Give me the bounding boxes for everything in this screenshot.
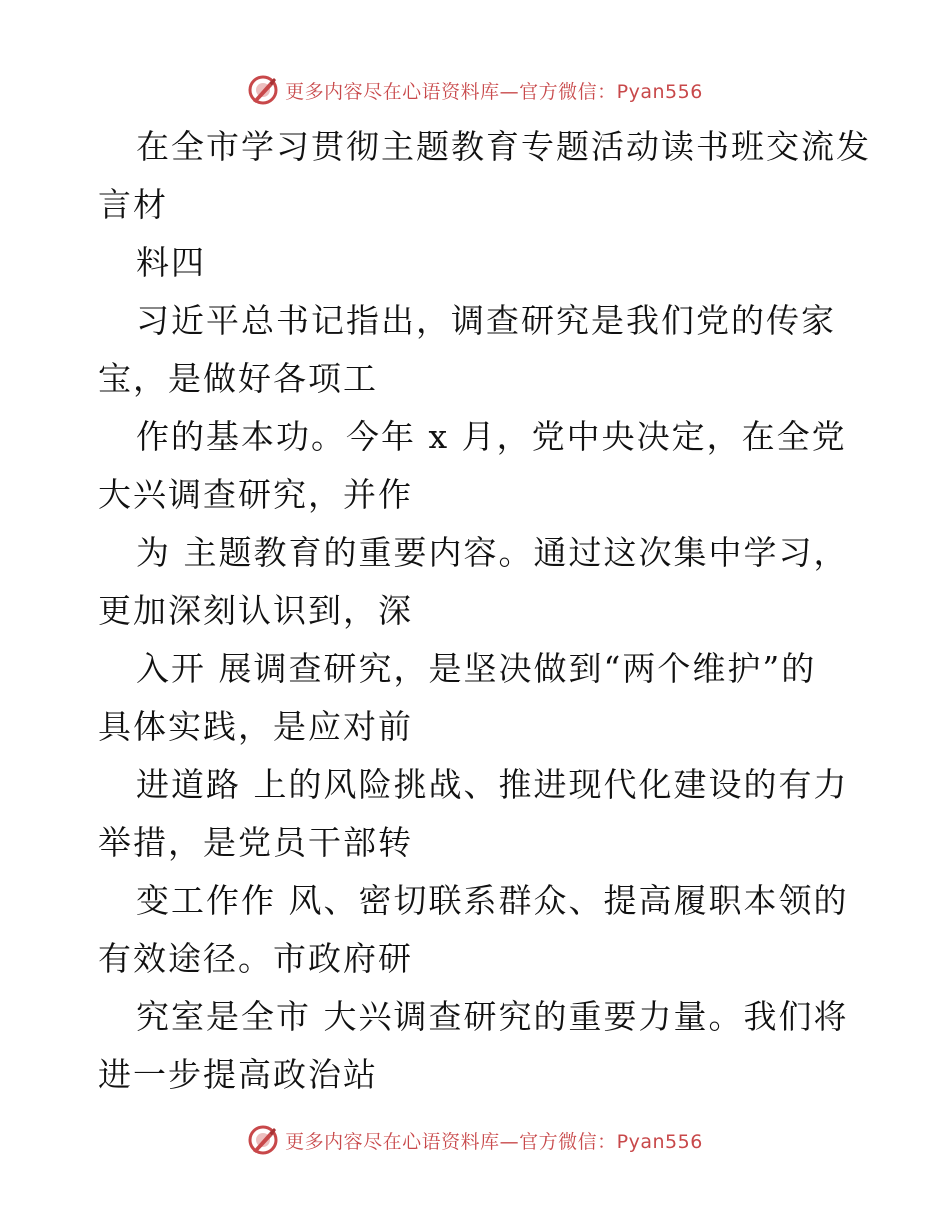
text-line: 具体实践，是应对前: [98, 707, 413, 746]
text-line: 变工作作 风、密切联系群众、提高履职本领的: [136, 881, 849, 920]
text-line: 言材: [98, 185, 168, 224]
text-line: 究室是全市 大兴调查研究的重要力量。我们将: [136, 997, 849, 1036]
watermark: [247, 1124, 703, 1156]
text-line: 入开 展调查研究，是坚决做到“两个维护”的: [136, 649, 817, 688]
page-header-watermark: [0, 70, 950, 110]
text-line: 进一步提高政治站: [98, 1055, 378, 1094]
watermark-text: 更多内容尽在心语资料库—官方微信：Pyan556: [285, 80, 703, 103]
text-line: 大兴调查研究，并作: [98, 475, 413, 514]
pen-seal-icon: [247, 1124, 279, 1156]
text-line: 作的基本功。今年 x 月，党中央决定，在全党: [136, 417, 847, 456]
text-line: 为 主题教育的重要内容。通过这次集中学习，: [136, 533, 849, 572]
text-line: 在全市学习贯彻主题教育专题活动读书班交流发: [136, 127, 871, 166]
watermark: [247, 74, 703, 106]
text-line: 举措，是党员干部转: [98, 823, 413, 862]
text-line: 料四: [136, 243, 206, 282]
page-footer-watermark: [0, 1120, 950, 1160]
pen-seal-icon: [247, 74, 279, 106]
text-line: 有效途径。市政府研: [98, 939, 413, 978]
text-line: 习近平总书记指出，调查研究是我们党的传家: [136, 301, 836, 340]
text-line: 更加深刻认识到，深: [98, 591, 413, 630]
text-line: 宝，是做好各项工: [98, 359, 378, 398]
text-line: 进道路 上的风险挑战、推进现代化建设的有力: [136, 765, 849, 804]
watermark-text: 更多内容尽在心语资料库—官方微信：Pyan556: [285, 1130, 703, 1153]
document-body: [98, 118, 871, 1104]
